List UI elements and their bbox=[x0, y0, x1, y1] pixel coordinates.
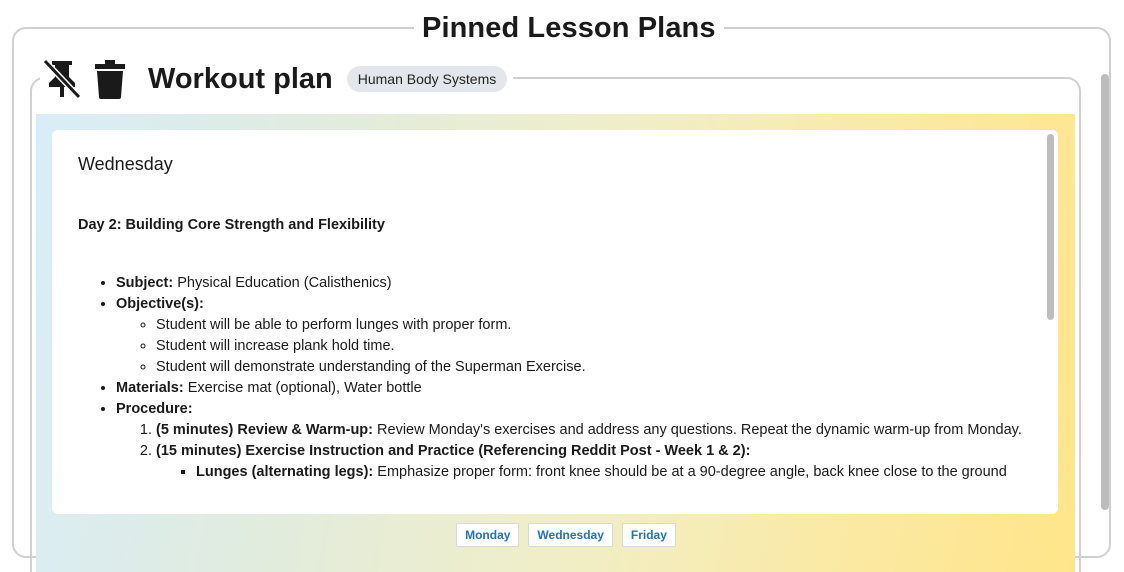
lesson-details bbox=[78, 273, 1038, 483]
materials-value: Exercise mat (optional), Water bottle bbox=[183, 380, 422, 396]
procedure-step-text: Review Monday's exercises and address any questions. Repeat the dynamic warm-up from Monday. bbox=[373, 422, 1022, 438]
day-heading: Wednesday bbox=[78, 154, 173, 174]
list-item bbox=[116, 378, 1038, 399]
objective-item: ◦ Student will demonstrate understanding of the Superman Exercise. bbox=[156, 357, 1038, 378]
procedure-step-label: (5 minutes) Review & Warm-up: bbox=[156, 422, 373, 438]
lesson-heading: Day 2: Building Core Strength and Flexibility bbox=[78, 217, 385, 233]
trash-icon[interactable] bbox=[88, 57, 132, 101]
subject-value: Physical Education (Calisthenics) bbox=[173, 275, 392, 291]
procedure-step bbox=[156, 441, 1038, 483]
day-button-monday[interactable]: Monday bbox=[456, 523, 519, 547]
plan-title: Workout plan bbox=[148, 62, 333, 95]
day-button-wednesday[interactable]: Wednesday bbox=[528, 523, 612, 547]
topic-tag: Human Body Systems bbox=[347, 66, 508, 92]
objective-item: ◦ Student will be able to perform lunges with proper form. bbox=[156, 315, 1038, 336]
lesson-plan-header bbox=[40, 56, 513, 102]
procedure-step-label: (15 minutes) Exercise Instruction and Practice (Referencing Reddit Post - Week 1 & 2): bbox=[156, 443, 751, 459]
unpin-icon[interactable] bbox=[40, 57, 84, 101]
list-item bbox=[116, 399, 1038, 483]
procedure-sub-step bbox=[196, 462, 1038, 483]
list-item bbox=[116, 294, 1038, 378]
content-scrollbar[interactable] bbox=[1047, 134, 1054, 320]
objective-item: ◦ Student will increase plank hold time. bbox=[156, 336, 1038, 357]
sub-step-label: Lunges (alternating legs): bbox=[196, 464, 374, 480]
materials-label: Materials: bbox=[116, 380, 184, 396]
objectives-label: Objective(s): bbox=[116, 296, 204, 312]
lesson-content bbox=[52, 130, 1058, 514]
procedure-label: Procedure: bbox=[116, 401, 193, 417]
subject-label: Subject: bbox=[116, 275, 174, 291]
sub-step-text: Emphasize proper form: front knee should be at a 90-degree angle, back knee close to the ground bbox=[373, 464, 1007, 480]
panel-title: Pinned Lesson Plans bbox=[414, 8, 724, 48]
outer-scrollbar[interactable] bbox=[1101, 74, 1109, 510]
procedure-step bbox=[156, 420, 1038, 441]
list-item bbox=[116, 273, 1038, 294]
day-selector bbox=[0, 523, 1124, 547]
day-button-friday[interactable]: Friday bbox=[622, 523, 676, 547]
